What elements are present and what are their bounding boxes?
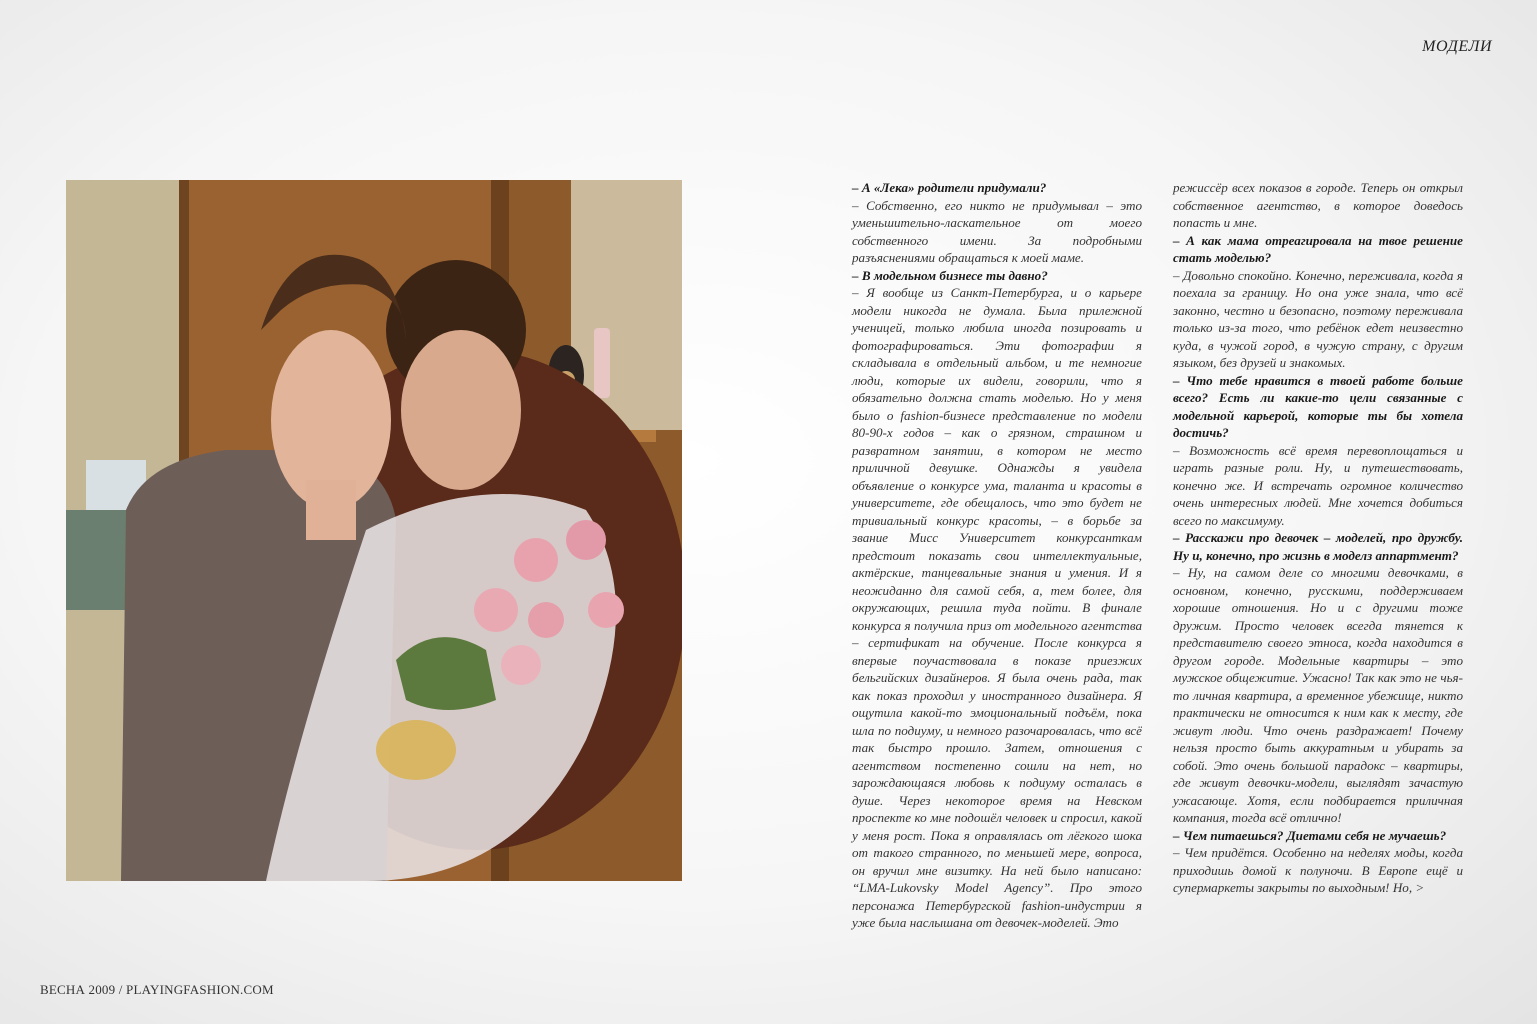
question: – А как мама отреагировала на твое решение стать моделью? <box>1173 232 1463 265</box>
answer: – Ну, на самом деле со многими девочками, в основном, конечно, русскими, поддерживаем хорошие отношения. Но и с другими тоже дружим. Просто человек всегда тянется к представителю своего этноса, когда находится в другом городе. Модельные квартиры – это мужское общежитие. Ужасно! Так как это не чья-то личная квартира, а временное убежище, никто практически не относится к ним как к месту, где живут люди. Что очень раздражает! Почему нельзя просто быть аккуратным и убирать за собой. Это очень большой парадокс – квартиры, где живут девочки-модели, выглядят зачастую ужасающе. Хотя, если подбирается приличная компания, тогда всё отлично! <box>1173 565 1463 825</box>
question: – Расскажи про девочек – моделей, про дружбу. Ну и, конечно, про жизнь в моделз аппартмент? <box>1173 530 1463 563</box>
question: – А «Лека» родители придумали? <box>852 180 1047 195</box>
article-column-1 <box>852 179 1142 932</box>
question: – Что тебе нравится в твоей работе больше всего? Есть ли какие-то цели связанные с модельной карьерой, которые ты бы хотела достичь? <box>1173 372 1463 440</box>
section-label: МОДЕЛИ <box>1422 38 1492 55</box>
question: – Чем питаешься? Диетами себя не мучаешь? <box>1173 827 1447 843</box>
answer: режиссёр всех показов в городе. Теперь он открыл собственное агентство, в которое доведось попасть и мне. <box>1173 180 1463 230</box>
article-column-2 <box>1173 179 1463 897</box>
issue-footer: ВЕСНА 2009 / PLAYINGFASHION.COM <box>40 982 274 997</box>
question: – В модельном бизнесе ты давно? <box>852 267 1048 283</box>
answer: – Собственно, его никто не придумывал – это уменьшительно-ласкательное от моего собственного имени. За подробными разъяснениями обращаться к моей маме. <box>852 197 1142 265</box>
answer: – Чем придётся. Особенно на неделях моды, когда приходишь домой к полуночи. В Европе ещё и супермаркеты закрыты по выходным! Но, > <box>1173 845 1463 895</box>
answer: – Возможность всё время перевоплощаться и играть разные роли. Ну, и путешествовать, конечно же. И встречать огромное количество очень интересных людей. Мне хочется добиться всего по максимуму. <box>1173 442 1463 528</box>
answer: – Довольно спокойно. Конечно, переживала, когда я поехала за границу. Но она уже знала, что всё законно, честно и безопасно, поэтому переживала только из-за того, что ребёнок едет неизвестно куда, в чужой город, в чужую страну, с другим языком, без друзей и знакомых. <box>1173 267 1463 370</box>
answer: – Я вообще из Санкт-Петербурга, и о карьере модели никогда не думала. Была прилежной ученицей, только любила иногда позировать и фотографироваться. Эти фотографии я складывала в отдельный альбом, и те немногие люди, которые их видели, говорили, что я обязательно должна стать моделью. Но у меня было о fashion-бизнесе представление по модели 80-90-х годов – как о грязном, страшном и развратном занятии, в котором не место приличной девушке. Однажды я увидела объявление о конкурсе ума, таланта и красоты в университете, где обещалось, что это будет не тривиальный конкурс красоты, – в борьбе за звание Мисс Университет конкурсанткам предстоит показать свои интеллектуальные, актёрские, танцевальные знания и умения. И я неожиданно для самой себя, а, тем более, для окружающих, решила туда пойти. В финале конкурса я получила приз от модельного агентства – сертификат на обучение. После конкурса я впервые поучаствовала в показе приезжих бельгийских дизайнеров. Я была очень рада, так как показ проходил у иностранного дизайнера. Я ощутила какой-то эмоциональный подъём, пока шла по подиуму, и немного разочаровалась, что всё так быстро прошло. Затем, отношения с агентством постепенно сошли на нет, но зарождающаяся любовь к подиуму осталась в душе. Через некоторое время на Невском проспекте ко мне подошёл человек и спросил, какой у меня рост. Пока я оправлялась от лёгкого шока от такого странного, по меньшей мере, вопроса, он вручил мне визитку. На ней было написано: “LMA-Lukovsky Model Agency”. Про этого персонажа Петербургской fashion-индустрии я уже была наслышана от девочек-моделей. Это <box>852 285 1142 930</box>
portrait-photo <box>66 180 682 881</box>
